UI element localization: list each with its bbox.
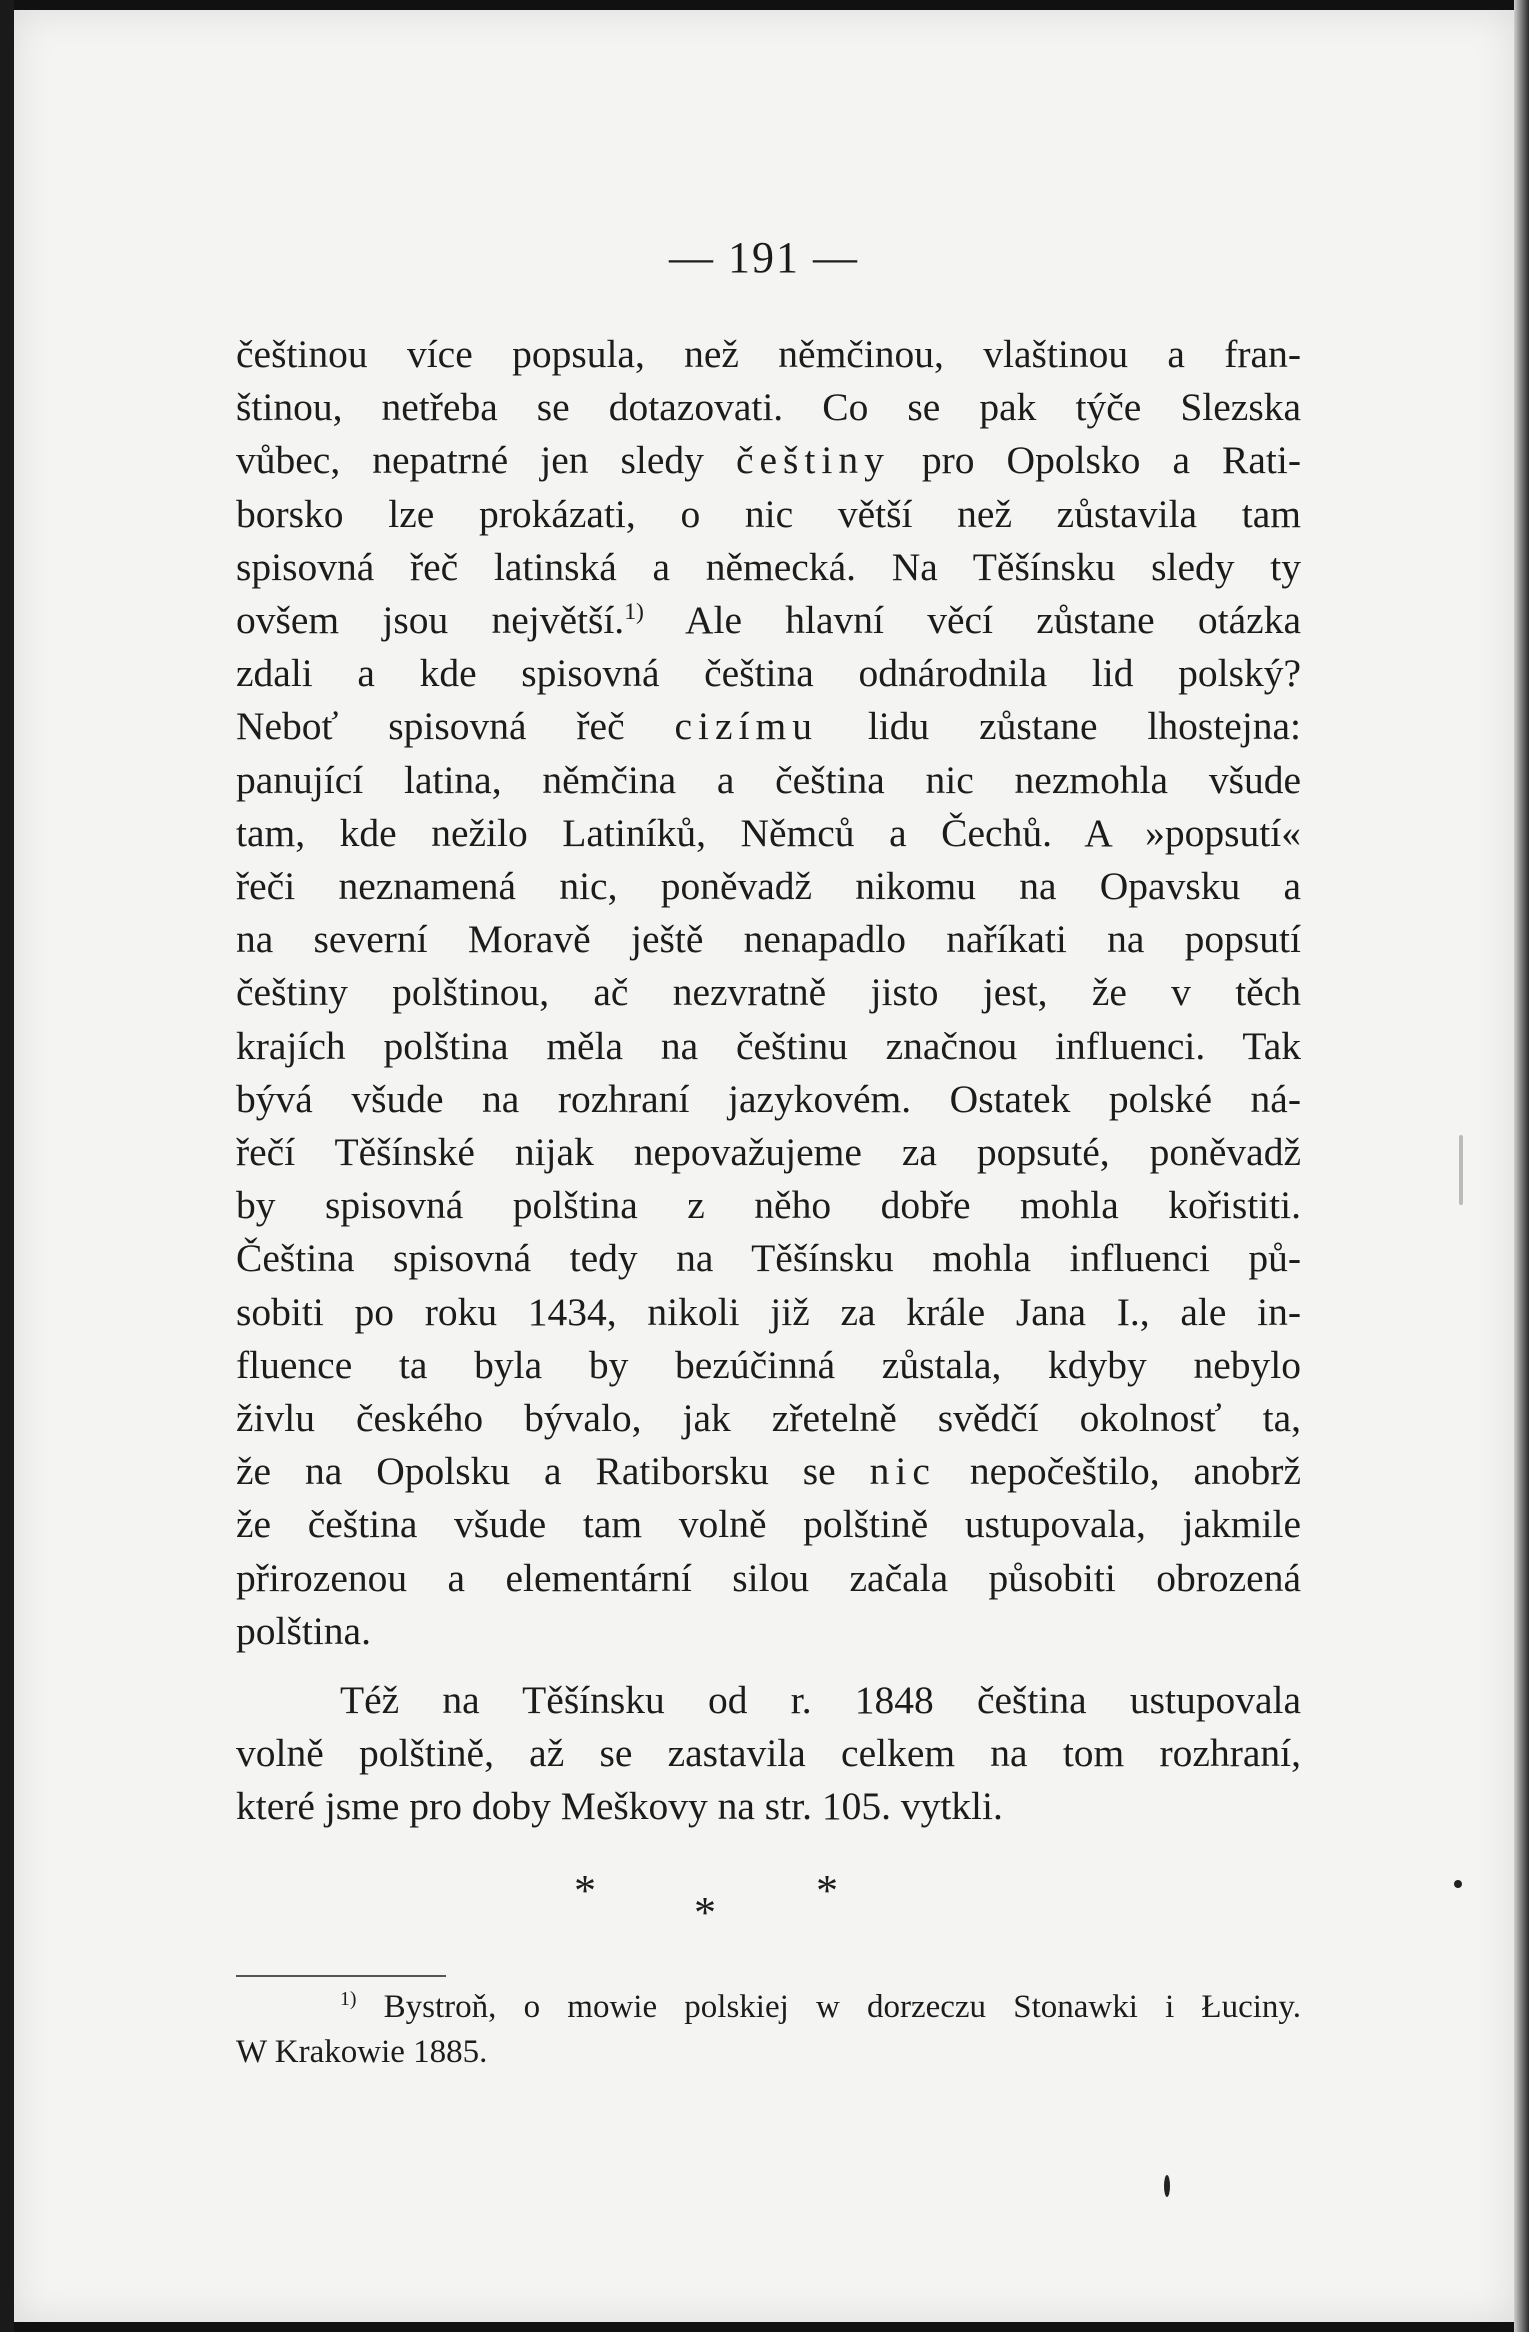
text-line: řeči neznamená nic, poněvadž nikomu na Opavsku a bbox=[236, 864, 1301, 909]
text-line: polština. bbox=[236, 1608, 371, 1653]
emphasized-word: nic bbox=[869, 1449, 936, 1494]
footnote-ref: 1) bbox=[624, 598, 644, 625]
text-line: štinou, netřeba se dotazovati. Co se pak týče Slezska bbox=[236, 385, 1301, 430]
text-line: bývá všude na rozhraní jazykovém. Ostatek polské ná- bbox=[236, 1076, 1301, 1121]
text-line: sobiti po roku 1434, nikoli již za krále Jana I., ale in- bbox=[236, 1289, 1301, 1334]
text-line: fluence ta byla by bezúčinná zůstala, kdyby nebylo bbox=[236, 1342, 1301, 1387]
text-segment: ovšem jsou největší. bbox=[236, 598, 625, 643]
text-line: volně polštině, až se zastavila celkem na tom rozhraní, bbox=[236, 1731, 1301, 1776]
text-line bbox=[236, 594, 1301, 647]
footnote-marker: 1) bbox=[340, 1988, 357, 2010]
paragraph-2 bbox=[236, 1674, 1301, 1834]
text-segment: pro Opolsko a Rati- bbox=[889, 438, 1301, 483]
footnote-line-2: W Krakowie 1885. bbox=[236, 2034, 488, 2070]
text-line: by spisovná polština z něho dobře mohla kořistiti. bbox=[236, 1183, 1301, 1228]
asterisk-middle: * bbox=[694, 1888, 716, 1937]
text-line: krajích polština měla na češtinu značnou influenci. Tak bbox=[236, 1023, 1301, 1068]
body-text bbox=[236, 328, 1301, 1834]
scan-left-edge bbox=[0, 0, 14, 2332]
footnote-divider bbox=[236, 1975, 446, 1977]
text-segment: vůbec, nepatrné jen sledy bbox=[236, 438, 736, 483]
asterism bbox=[574, 1865, 974, 1945]
asterisk-left: * bbox=[574, 1866, 596, 1915]
paragraph-1 bbox=[236, 328, 1301, 1658]
text-segment: Neboť spisovná řeč bbox=[236, 704, 675, 749]
text-line: řečí Těšínské nijak nepovažujeme za popsuté, poněvadž bbox=[236, 1130, 1301, 1175]
text-line: spisovná řeč latinská a německá. Na Těšínsku sledy ty bbox=[236, 544, 1301, 589]
text-line bbox=[236, 434, 1301, 487]
text-line: živlu českého bývalo, jak zřetelně svědčí okolnosť ta, bbox=[236, 1396, 1301, 1441]
text-line bbox=[236, 700, 1301, 753]
text-line: zdali a kde spisovná čeština odnárodnila lid polský? bbox=[236, 651, 1301, 696]
footnote-citation: Bystroň, o mowie polskiej w dorzeczu Stonawki i Łuciny. bbox=[356, 1989, 1301, 2025]
text-line: češtinou více popsula, než němčinou, vlaštinou a fran- bbox=[236, 332, 1301, 376]
footnote bbox=[236, 1985, 1301, 2075]
text-segment: Ale hlavní věcí zůstane otázka bbox=[643, 598, 1301, 643]
text-segment: že na Opolsku a Ratiborsku se bbox=[236, 1449, 870, 1494]
scan-speck-2 bbox=[1454, 1880, 1462, 1888]
text-line bbox=[236, 1445, 1301, 1498]
text-line: přirozenou a elementární silou začala působiti obrozená bbox=[236, 1555, 1301, 1600]
text-segment: nepočeštilo, anobrž bbox=[935, 1449, 1301, 1494]
emphasized-word: češtiny bbox=[735, 438, 890, 483]
book-page bbox=[14, 10, 1514, 2322]
text-line: tam, kde nežilo Latiníků, Němců a Čechů. A »popsutí« bbox=[236, 810, 1301, 855]
scan-speck bbox=[1164, 2175, 1170, 2197]
footnote-line-1 bbox=[236, 1985, 1301, 2030]
scan-shadow-mark bbox=[1459, 1135, 1463, 1205]
text-line: na severní Moravě ještě nenapadlo naříkati na popsutí bbox=[236, 917, 1301, 962]
text-line: češtiny polštinou, ač nezvratně jisto jest, že v těch bbox=[236, 970, 1301, 1015]
emphasized-word: cizímu bbox=[674, 704, 818, 749]
text-segment: lidu zůstane lhostejna: bbox=[817, 704, 1301, 749]
text-line: borsko lze prokázati, o nic větší než zůstavila tam bbox=[236, 491, 1301, 536]
text-line: Též na Těšínsku od r. 1848 čeština ustupovala bbox=[340, 1678, 1301, 1723]
asterisk-right: * bbox=[816, 1866, 838, 1915]
text-line: panující latina, němčina a čeština nic nezmohla všude bbox=[236, 757, 1301, 802]
text-line: které jsme pro doby Meškovy na str. 105. vytkli. bbox=[236, 1784, 1003, 1829]
text-line: Čeština spisovná tedy na Těšínsku mohla influenci pů- bbox=[236, 1236, 1301, 1281]
text-line: že čeština všude tam volně polštině ustupovala, jakmile bbox=[236, 1502, 1301, 1547]
page-number: — 191 — bbox=[669, 233, 859, 282]
scan-right-edge bbox=[1514, 0, 1529, 2332]
